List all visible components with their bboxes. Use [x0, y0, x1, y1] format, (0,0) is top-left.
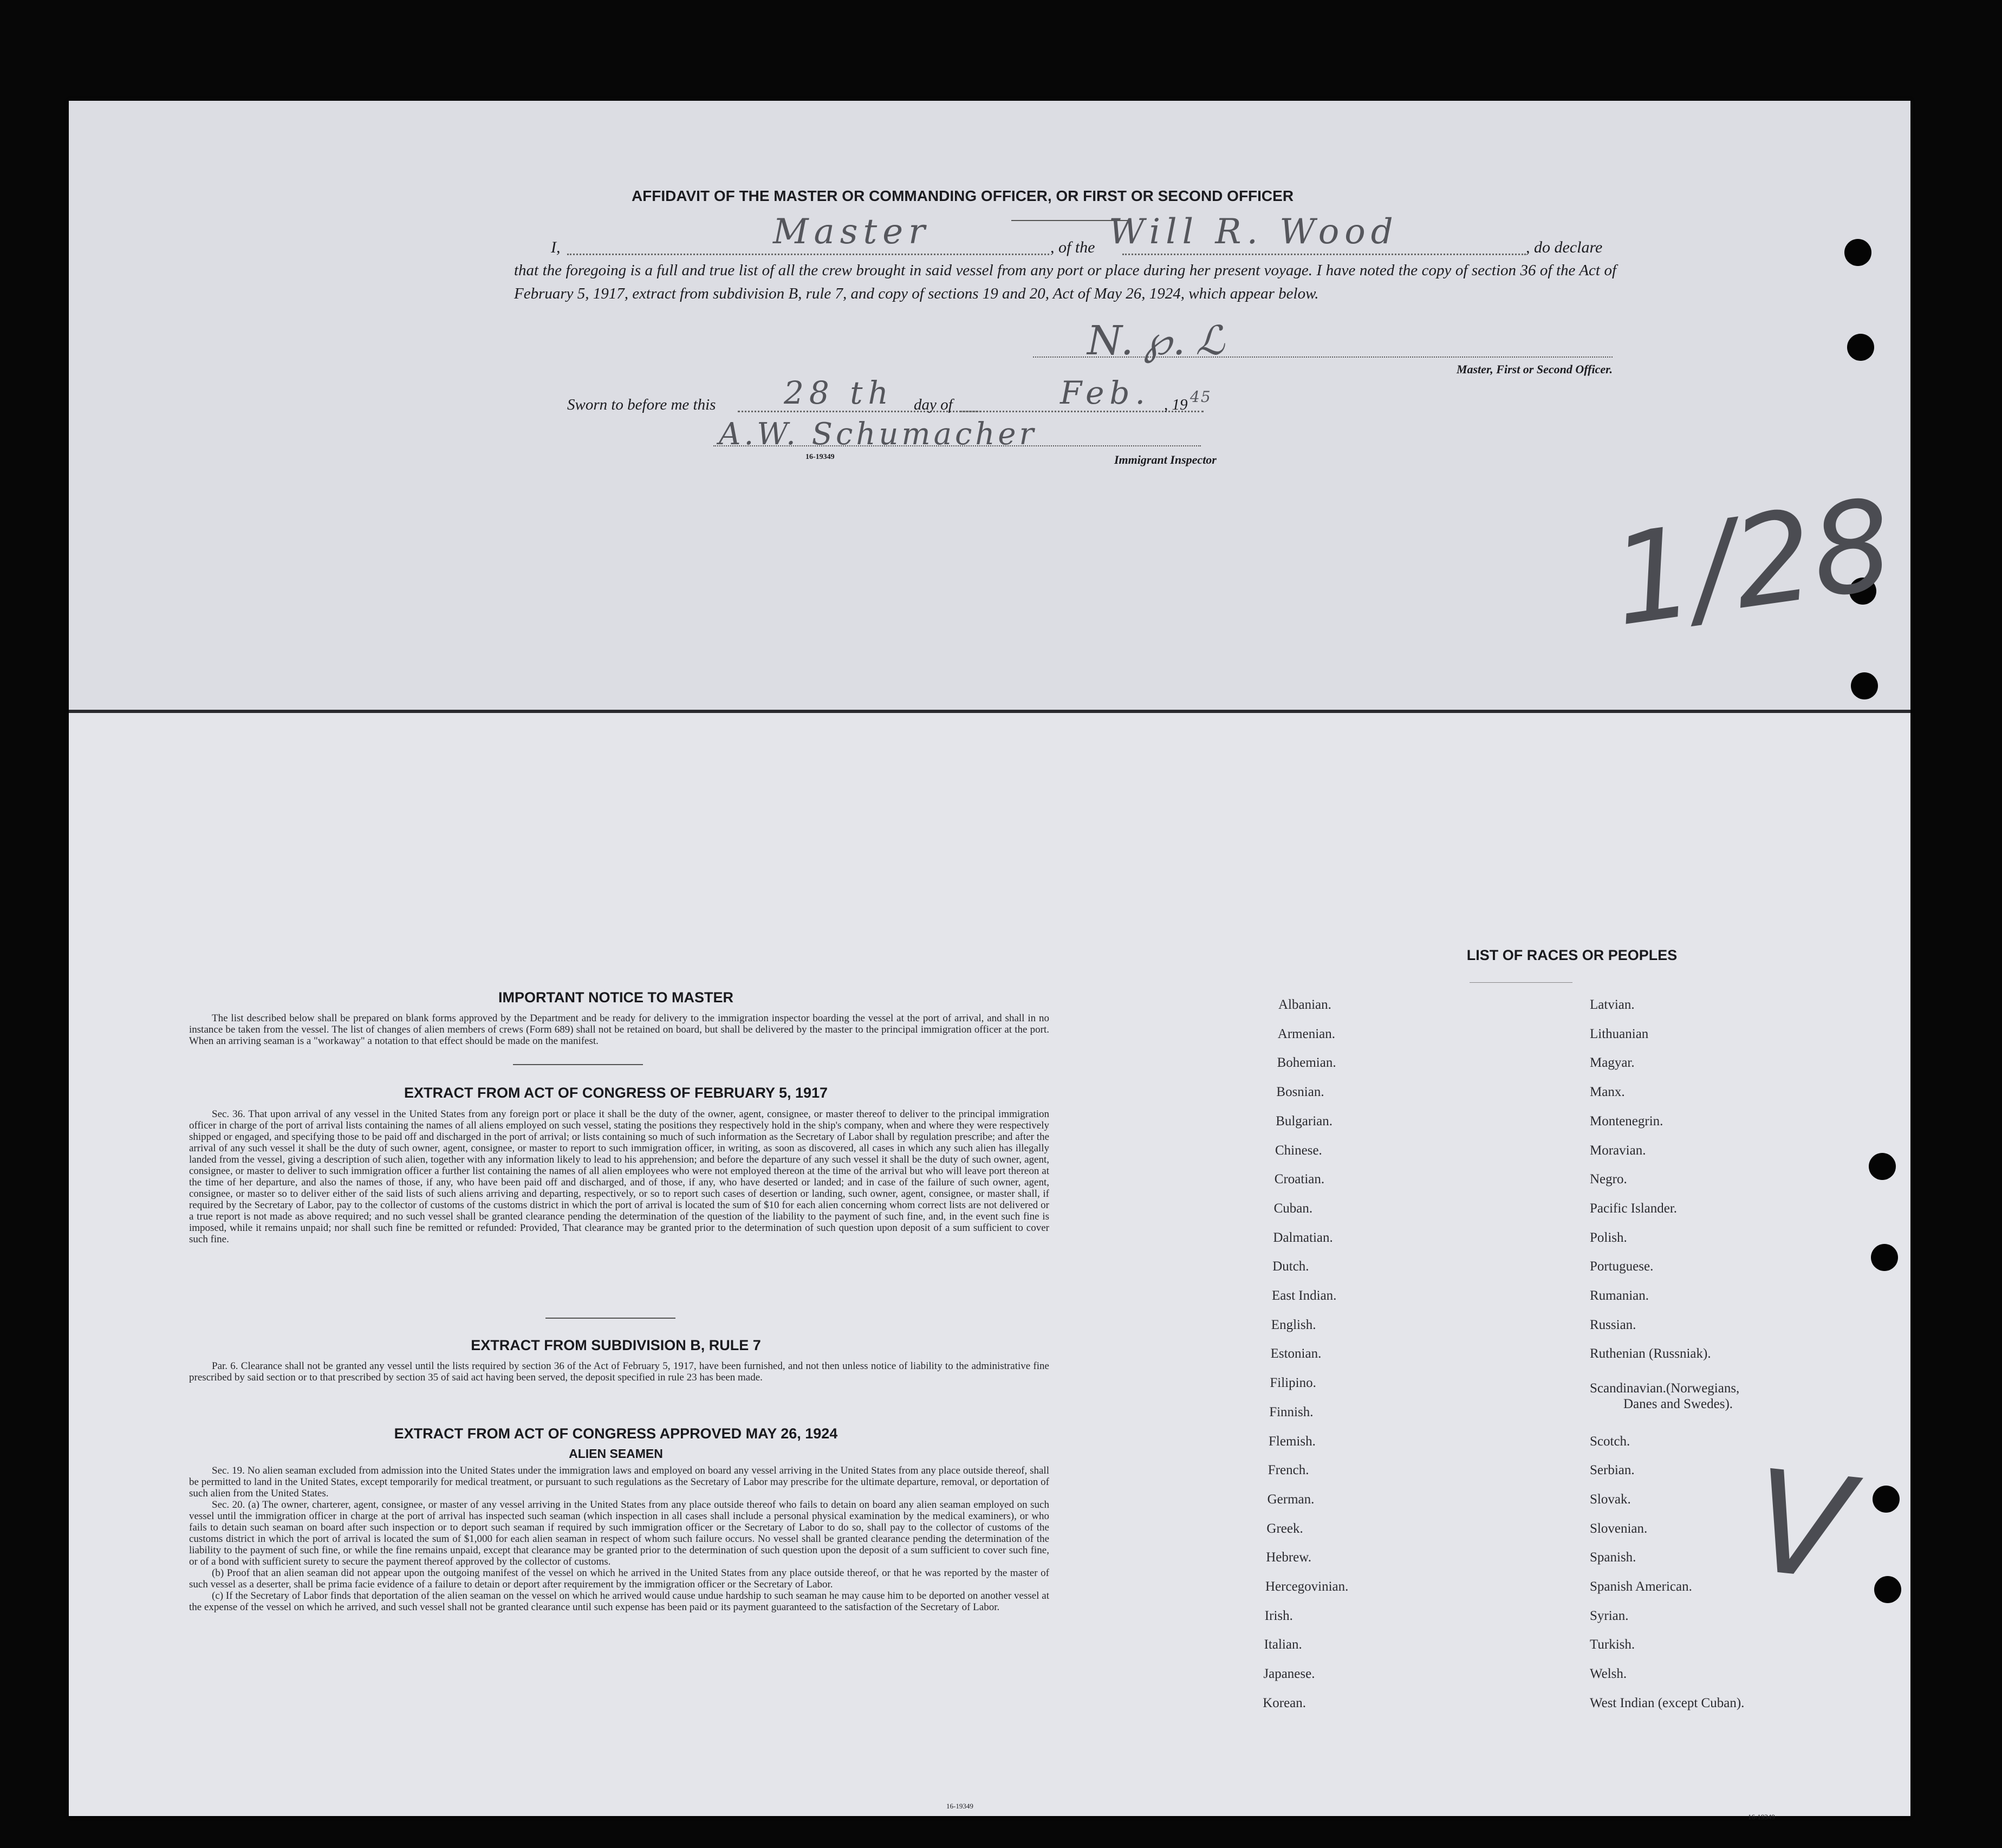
race-item: Polish.	[1590, 1230, 1627, 1245]
race-item: Bulgarian.	[1276, 1113, 1333, 1129]
punch-hole	[1871, 1244, 1898, 1271]
race-item: Russian.	[1590, 1317, 1636, 1332]
notice-title: IMPORTANT NOTICE TO MASTER	[498, 989, 733, 1006]
vessel-handwritten: Will R. Wood	[1109, 212, 1399, 252]
officer-handwritten: Master	[773, 212, 931, 252]
punch-hole	[1874, 1576, 1901, 1603]
race-item: Ruthenian (Russniak).	[1590, 1346, 1711, 1361]
race-item: Rumanian.	[1590, 1288, 1649, 1303]
race-item: Manx.	[1590, 1085, 1625, 1100]
races-title: LIST OF RACES OR PEOPLES	[1466, 947, 1678, 963]
race-item: Lithuanian	[1590, 1026, 1649, 1041]
race-item: Turkish.	[1590, 1637, 1635, 1652]
year-prefix: , 19	[1164, 396, 1188, 413]
race-item: Chinese.	[1275, 1143, 1322, 1158]
race-item: Spanish American.	[1590, 1579, 1692, 1594]
form-number-left: 16-19349	[946, 1802, 973, 1810]
do-declare-label: , do declare	[1526, 238, 1603, 256]
race-item: Dutch.	[1272, 1259, 1309, 1274]
punch-hole	[1873, 1486, 1900, 1513]
scandinavian-continued: Danes and Swedes).	[1623, 1397, 1733, 1411]
signature-caption: Master, First or Second Officer.	[1456, 362, 1613, 376]
affidavit-title: AFFIDAVIT OF THE MASTER OR COMMANDING OFFICER, OR FIRST OR SECOND OFFICER	[631, 187, 1294, 204]
punch-hole	[1851, 672, 1878, 699]
sworn-label: Sworn to before me this	[567, 396, 716, 413]
race-item: Negro.	[1590, 1172, 1627, 1187]
check-mark-icon: V	[1745, 1440, 1858, 1613]
race-item: Pacific Islander.	[1590, 1201, 1678, 1216]
punch-hole	[1844, 239, 1871, 266]
sec20a-text: Sec. 20. (a) The owner, charterer, agent, consignee, or master of any vessel arriving in the United States from any place outside thereof who fails to detain on board any alien seaman employed on such vessel until the immigration officer in charge at the port of arrival has inspected such seaman (which inspection in all cases shall include a personal physical examination by the medical examiners), or who fails to detain such seaman on board after such inspection or to deport such seaman if required by such immigration officer or the Secretary of Labor to do so, shall pay to the collector of customs of the customs district in which the port of arrival is located the sum of $1,000 for each alien seaman in respect of whom such failure occurs. No vessel shall be granted clearance pending the determination of the liability to the payment of such fine, or while the fine remains unpaid, except that clearance may be granted prior to the determination of such question upon the deposit of a sum sufficient to cover such fine, or of a bond with sufficient surety to secure the payment thereof approved by the collector of customs.	[189, 1499, 1049, 1567]
extract-1917-title: EXTRACT FROM ACT OF CONGRESS OF FEBRUARY 5, 1917	[404, 1085, 828, 1101]
form-number-top: 16-19349	[805, 453, 835, 461]
sec19-text: Sec. 19. No alien seaman excluded from admission into the United States under the immigration laws and employed on board any vessel arriving in the United States from any place outside thereof, shall be permitted to land in the United States, except temporarily for medical treatment, or pursuant to such regulations as the Secretary of Labor may prescribe for the ultimate departure, removal, or deportation of such alien from the United States.	[189, 1465, 1049, 1499]
race-item: Welsh.	[1590, 1667, 1627, 1682]
affidavit-body: that the foregoing is a full and true list of all the crew brought in said vessel from any port or place during her present voyage. I have noted the copy of section 36 of the Act of February 5, 1917, extract from subdivision B, rule 7, and copy of sections 19 and 20, Act of May 26, 1924, which appear below.	[514, 262, 1616, 302]
race-item: Moravian.	[1590, 1143, 1646, 1158]
extract-rule7-text: Par. 6. Clearance shall not be granted any vessel until the lists required by section 36 of the Act of February 5, 1917, have been furnished, and not then unless notice of liability to the administrative fine prescribed by said section or to that prescribed by section 35 of said act having been served, the deposit specified in rule 23 has been made.	[189, 1360, 1049, 1383]
race-item: Serbian.	[1590, 1463, 1635, 1478]
year-suffix: 45	[1190, 388, 1212, 406]
inspector-signature: A.W. Schumacher	[719, 417, 1037, 452]
race-item: Bosnian.	[1276, 1085, 1324, 1100]
race-item: Croatian.	[1274, 1172, 1325, 1187]
master-signature-icon: N. ℘. ℒ	[1087, 317, 1226, 364]
race-item: Italian.	[1264, 1637, 1302, 1652]
race-item: German.	[1267, 1492, 1315, 1507]
race-item: Hercegovinian.	[1265, 1579, 1349, 1594]
section-rule	[545, 1318, 675, 1319]
race-item: Finnish.	[1269, 1404, 1314, 1419]
race-item: Spanish.	[1590, 1550, 1636, 1565]
extract-1924-subtitle: ALIEN SEAMEN	[569, 1447, 663, 1461]
race-item: Latvian.	[1590, 997, 1635, 1012]
race-item: Korean.	[1263, 1695, 1306, 1710]
sworn-day: 28 th	[784, 374, 894, 411]
extract-1924-body	[189, 1465, 1049, 1613]
sec20c-text: (c) If the Secretary of Labor finds that deportation of the alien seaman on the vessel on which he arrived would cause undue hardship to such seaman he may cause him to be deported on another vessel at the expense of the vessel on which he arrived, and such vessel shall not be granted clearance until such expense has been paid or its payment guaranteed to the satisfaction of the Secretary of Labor.	[189, 1590, 1049, 1613]
punch-hole	[1869, 1153, 1896, 1180]
punch-hole	[1847, 334, 1874, 361]
race-item: Irish.	[1264, 1608, 1293, 1623]
fold-line	[69, 710, 1910, 713]
section-rule	[513, 1064, 643, 1065]
race-item: Greek.	[1266, 1521, 1303, 1536]
race-item: Bohemian.	[1277, 1055, 1336, 1071]
race-item: Scotch.	[1590, 1434, 1630, 1449]
race-item: East Indian.	[1272, 1288, 1337, 1303]
race-item: Scandinavian.(Norwegians,	[1590, 1381, 1740, 1396]
vessel-line	[1122, 254, 1526, 255]
margin-note: 1/28	[1603, 472, 1901, 654]
race-item: Hebrew.	[1266, 1550, 1311, 1565]
race-item: Japanese.	[1263, 1667, 1315, 1682]
race-item: Albanian.	[1278, 997, 1331, 1012]
race-item: Slovenian.	[1590, 1521, 1648, 1536]
races-rule	[1470, 982, 1572, 983]
officer-line	[567, 254, 1049, 255]
race-item: Armenian.	[1277, 1026, 1336, 1041]
document-sheet	[69, 101, 1910, 1821]
race-item: Montenegrin.	[1590, 1113, 1663, 1129]
notice-text: The list described below shall be prepared on blank forms approved by the Department and be ready for delivery to the immigration inspector boarding the vessel at the port of arrival, and shall in no instance be taken from the vessel. The list of changes of alien members of crews (Form 689) shall not be retained on board, but shall be delivered by the master to the principal immigration officer at the port. When an arriving seaman is a "workaway" a notation to that effect should be made on the manifest.	[189, 1013, 1049, 1047]
race-item: Filipino.	[1270, 1376, 1316, 1391]
extract-1917-text: Sec. 36. That upon arrival of any vessel in the United States from any foreign port or place it shall be the duty of the owner, agent, consignee, or master thereof to deliver to the principal immigration officer in charge of the port of arrival lists containing the names of all aliens employed on such vessel, stating the positions they respectively hold in the ship's company, when and where they were respectively shipped or engaged, and specifying those to be paid off and discharged in the port of arrival; or lists containing so much of such information as the Secretary of Labor shall by regulation prescribe; and after the arrival of any such vessel it shall be the duty of such owner, agent, consignee, or master to report to such immigration officer, in writing, as soon as discovered, all cases in which any such alien has illegally landed from the vessel, giving a description of such alien, together with any information likely to lead to his apprehension; and before the departure of any such vessel it shall be the duty of such owner, agent, consignee, or master to deliver to such immigration officer a further list containing the names of all alien employees who were not employed thereon at the time of the arrival but who will leave port thereon at the time of her departure, and also the names of those, if any, who have been paid off and discharged, and of those, if any, who have deserted or landed; and in case of the failure of such owner, agent, consignee, or master so to deliver either of the said lists of such aliens arriving and departing, respectively, or so to report such cases of desertion or landing, such owner, agent, consignee, or master shall, if required by the Secretary of Labor, pay to the collector of customs of the customs district in which the port of arrival is located the sum of $10 for each alien concerning whom correct lists are not delivered or a true report is not made as above required; and no such vessel shall be granted clearance pending the determination of the question of the liability to the payment of such fine, and, in the event such fine is imposed, while it remains unpaid; nor shall such fine be remitted or refunded: Provided, That clearance may be granted prior to the determination of such question upon deposit of a sum sufficient to cover such fine.	[189, 1108, 1049, 1245]
race-item: West Indian (except Cuban).	[1590, 1695, 1745, 1710]
inspector-line	[713, 445, 1201, 446]
form-number-right: 16-19349	[1748, 1813, 1775, 1821]
affidavit-i: I,	[551, 238, 561, 256]
race-item: Magyar.	[1590, 1055, 1635, 1071]
race-item: Estonian.	[1270, 1346, 1322, 1361]
race-item: Portuguese.	[1590, 1259, 1654, 1274]
day-of-label: day of	[914, 396, 953, 413]
sec20b-text: (b) Proof that an alien seaman did not appear upon the outgoing manifest of the vessel on which he arrived in the United States from any place outside thereof, or that he was reported by the master of such vessel as a deserter, shall be prima facie evidence of a failure to detain or deport after requirement by the immigration officer or the Secretary of Labor.	[189, 1567, 1049, 1590]
signature-line	[1033, 356, 1613, 358]
race-item: Dalmatian.	[1273, 1230, 1333, 1245]
race-item: Flemish.	[1269, 1434, 1316, 1449]
of-the-label: , of the	[1050, 238, 1095, 256]
race-item: Cuban.	[1273, 1201, 1313, 1216]
sworn-month: Feb.	[1060, 374, 1150, 411]
race-item: Syrian.	[1590, 1608, 1629, 1623]
extract-rule7-title: EXTRACT FROM SUBDIVISION B, RULE 7	[471, 1337, 761, 1353]
race-item: Slovak.	[1590, 1492, 1631, 1507]
extract-1924-title: EXTRACT FROM ACT OF CONGRESS APPROVED MAY 26, 1924	[394, 1425, 838, 1442]
race-item: French.	[1268, 1463, 1309, 1478]
inspector-caption: Immigrant Inspector	[1114, 453, 1217, 466]
race-item: English.	[1271, 1317, 1316, 1332]
